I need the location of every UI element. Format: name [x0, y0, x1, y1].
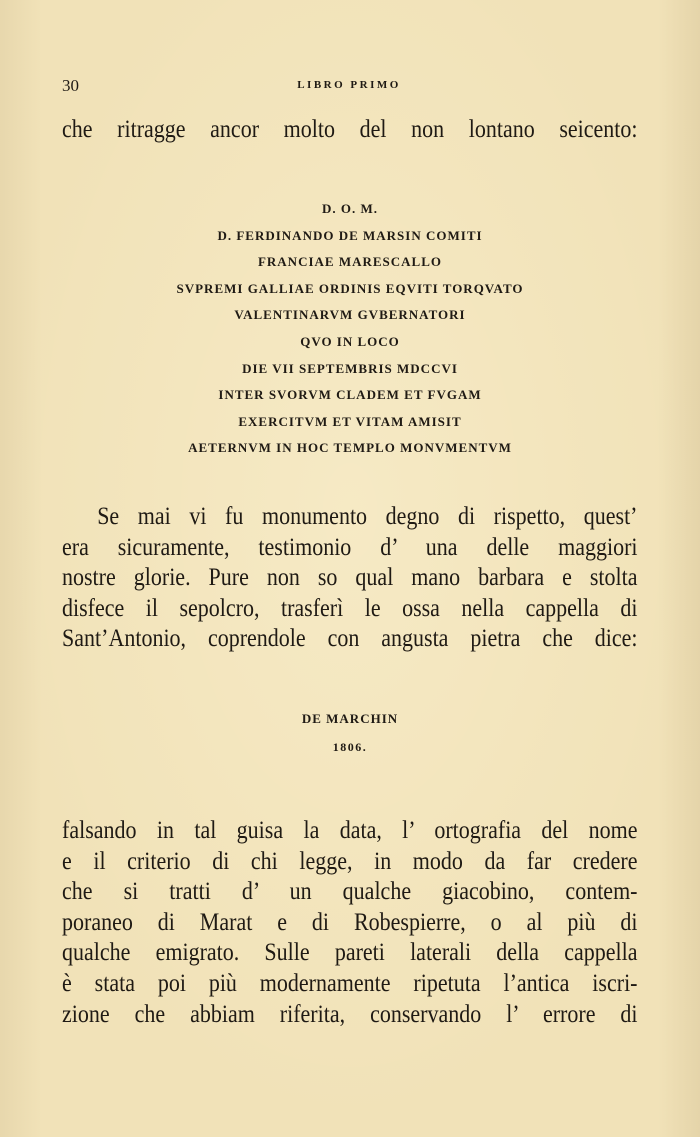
inscription-line: DE MARCHIN — [301, 711, 399, 726]
text-line: nostre glorie. Pure non so qual mano barbara e stolta — [62, 564, 638, 592]
inscription-line: D. O. M. — [321, 201, 379, 216]
inscription-line: FRANCIAE MARESCALLO — [257, 254, 443, 270]
inscription-line: EXERCITVM ET VITAM AMISIT — [238, 413, 462, 429]
text-line: è stata poi più modernamente ripetuta l’antica iscri- — [62, 969, 638, 997]
inscription-line: SVPREMI GALLIAE ORDINIS EQVITI TORQVATO — [176, 280, 524, 296]
body-paragraph-1 — [62, 502, 638, 655]
inscription-marsin — [62, 196, 638, 462]
text-line: e il criterio di chi legge, in modo da far credere — [62, 847, 638, 875]
text-line: qualche emigrato. Sulle pareti laterali della cappella — [62, 939, 638, 967]
text-line: falsando in tal guisa la data, l’ ortografia del nome — [62, 817, 638, 844]
inscription-line: D. FERDINANDO DE MARSIN COMITI — [217, 227, 483, 243]
text-line: Se mai vi fu monumento degno di rispetto, quest’ — [97, 503, 638, 530]
inscription-line: QVO IN LOCO — [300, 333, 400, 349]
text-line: Sant’Antonio, coprendole con angusta pietra che dice: — [62, 625, 638, 653]
intro-paragraph — [62, 115, 638, 146]
inscription-marchin — [62, 705, 638, 761]
text-line: poraneo di Marat e di Robespierre, o al più di — [62, 908, 638, 936]
text-line: era sicuramente, testimonio d’ una delle maggiori — [62, 533, 638, 561]
text-line: che ritragge ancor molto del non lontano seicento: — [62, 116, 638, 143]
running-head: LIBRO PRIMO — [297, 79, 401, 91]
text-line: zione che abbiam riferita, conservando l’ errore di — [62, 1000, 638, 1028]
page-number: 30 — [62, 76, 79, 95]
inscription-line: DIE VII SEPTEMBRIS MDCCVI — [242, 360, 458, 376]
text-line: disfece il sepolcro, trasferì le ossa nella cappella di — [62, 594, 638, 622]
inscription-line: VALENTINARVM GVBERNATORI — [234, 307, 466, 323]
inscription-line: INTER SVORVM CLADEM ET FVGAM — [218, 387, 482, 403]
text-line: che si tratti d’ un qualche giacobino, contem- — [62, 878, 638, 906]
page-header — [62, 76, 636, 96]
body-paragraph-2 — [62, 816, 638, 1030]
inscription-line: AETERNVM IN HOC TEMPLO MONVMENTVM — [188, 440, 512, 456]
inscription-year: 1806. — [332, 740, 368, 754]
